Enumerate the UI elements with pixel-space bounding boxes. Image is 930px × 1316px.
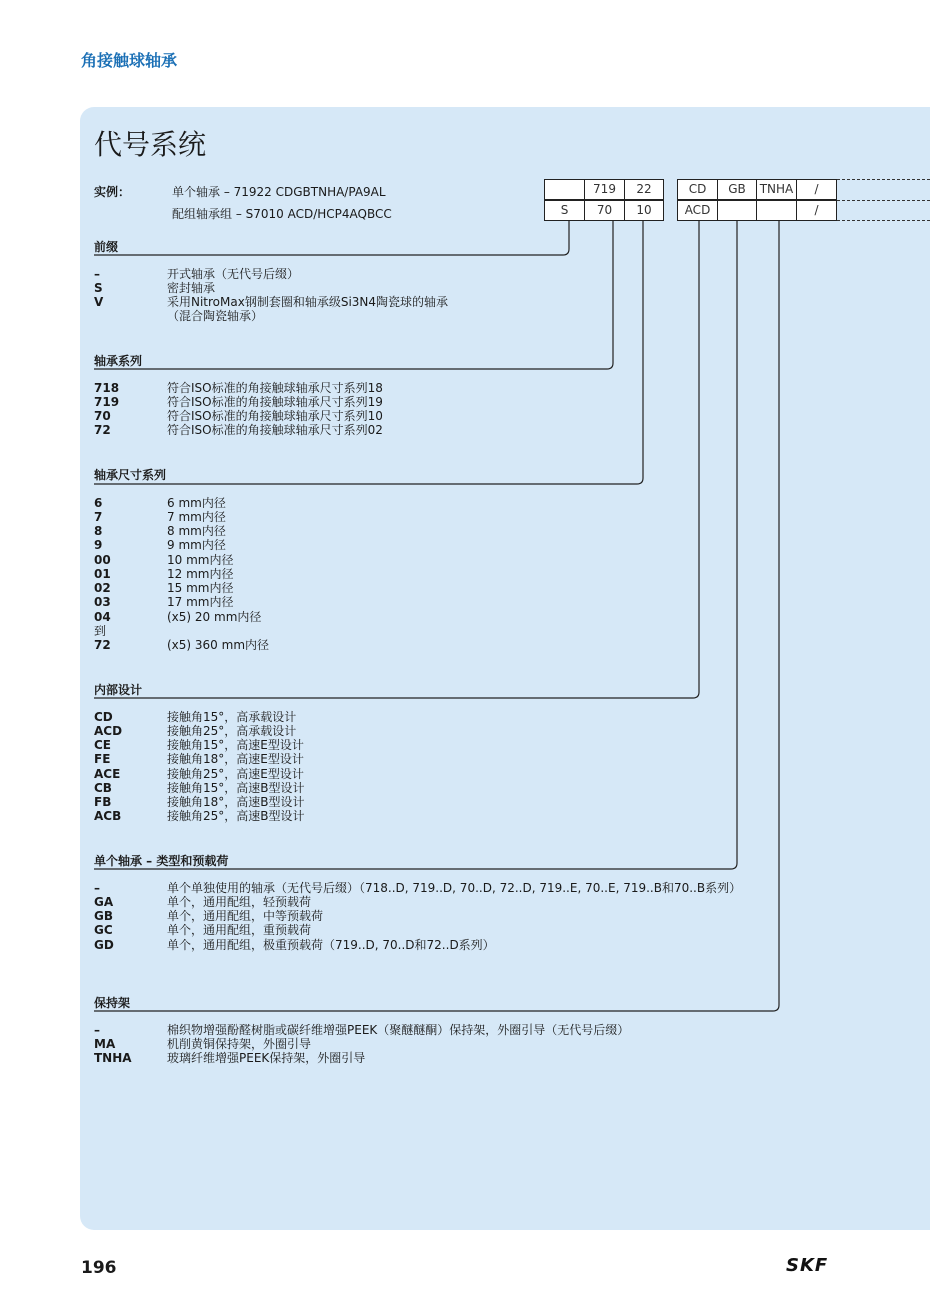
box-r1-design: CD [677, 179, 718, 200]
list-item [94, 581, 854, 596]
item-desc: 符合ISO标准的角接触球轴承尺寸系列18 [167, 381, 383, 395]
item-desc: 6 mm内径 [167, 496, 226, 510]
list-item [94, 496, 854, 511]
item-code: FE [94, 752, 111, 766]
list-item [94, 938, 854, 953]
item-desc: 接触角25°，高速B型设计 [167, 809, 305, 823]
item-desc: 17 mm内径 [167, 595, 234, 609]
item-desc: 机削黄铜保持架，外圈引导 [167, 1037, 312, 1051]
item-code: 719 [94, 395, 120, 409]
item-desc: 接触角25°，高承载设计 [167, 724, 297, 738]
item-code: 03 [94, 595, 111, 609]
item-code: 6 [94, 496, 103, 510]
list-item [94, 309, 854, 324]
box-r1-type: GB [717, 179, 757, 200]
list-item [94, 610, 854, 625]
item-code: – [94, 881, 100, 895]
item-code: ACE [94, 767, 121, 781]
list-item [94, 538, 854, 553]
item-code: – [94, 1023, 100, 1037]
item-code: CB [94, 781, 112, 795]
list-item [94, 1023, 854, 1038]
list-item [94, 881, 854, 896]
item-code: 70 [94, 409, 111, 423]
item-code: 00 [94, 553, 111, 567]
box-r1-cage: TNHA [756, 179, 797, 200]
list-item [94, 724, 854, 739]
box-r2-size: 10 [624, 200, 664, 221]
item-code: 72 [94, 638, 111, 652]
section-header-title: 角接触球轴承 [81, 51, 178, 70]
item-code: – [94, 267, 100, 281]
item-desc: 采用NitroMax钢制套圈和轴承级Si3N4陶瓷球的轴承 [167, 295, 449, 309]
list-item [94, 638, 854, 653]
item-code: S [94, 281, 103, 295]
list-item [94, 510, 854, 525]
item-desc: 符合ISO标准的角接触球轴承尺寸系列19 [167, 395, 383, 409]
example-line-single: 单个轴承 – 71922 CDGBTNHA/PA9AL [172, 185, 386, 199]
list-item [94, 809, 854, 824]
item-code: GB [94, 909, 113, 923]
connector-size [94, 221, 643, 484]
item-code: 9 [94, 538, 103, 552]
page-number: 196 [81, 1258, 117, 1278]
item-code: 04 [94, 610, 111, 624]
list-item [94, 295, 854, 310]
list-item [94, 409, 854, 424]
item-desc: (x5) 20 mm内径 [167, 610, 262, 624]
list-item [94, 752, 854, 767]
item-code: FB [94, 795, 112, 809]
item-desc: 单个，通用配组，轻预载荷 [167, 895, 312, 909]
list-item [94, 381, 854, 396]
list-item [94, 267, 854, 282]
item-code: 到 [94, 624, 107, 638]
item-code: GD [94, 938, 114, 952]
box-r1-size: 22 [624, 179, 664, 200]
item-desc: 玻璃纤维增强PEEK保持架，外圈引导 [167, 1051, 366, 1065]
item-desc: 单个，通用配组，极重预载荷（719..D, 70..D和72..D系列） [167, 938, 495, 952]
example-line-set: 配组轴承组 – S7010 ACD/HCP4AQBCC [172, 207, 392, 221]
item-desc: 密封轴承 [167, 281, 216, 295]
list-item [94, 795, 854, 810]
item-desc: 开式轴承（无代号后缀） [167, 267, 300, 281]
section-title-prefix: 前缀 [94, 240, 119, 254]
box-r2-design: ACD [677, 200, 718, 221]
item-desc: 8 mm内径 [167, 524, 226, 538]
item-desc: 接触角18°，高速E型设计 [167, 752, 304, 766]
list-item [94, 524, 854, 539]
item-desc: 10 mm内径 [167, 553, 234, 567]
item-desc: 棉织物增强酚醛树脂或碳纤维增强PEEK（聚醚醚酮）保持架，外圈引导（无代号后缀） [167, 1023, 630, 1037]
list-item [94, 423, 854, 438]
section-title-design: 内部设计 [94, 683, 143, 697]
box-r1-series: 719 [584, 179, 625, 200]
item-desc: 符合ISO标准的角接触球轴承尺寸系列10 [167, 409, 383, 423]
list-item [94, 624, 854, 639]
item-code: 8 [94, 524, 103, 538]
list-item [94, 767, 854, 782]
section-title-cage: 保持架 [94, 996, 131, 1010]
item-code: CE [94, 738, 112, 752]
list-item [94, 281, 854, 296]
item-desc: 接触角15°，高速B型设计 [167, 781, 305, 795]
item-desc: 符合ISO标准的角接触球轴承尺寸系列02 [167, 423, 383, 437]
item-code: 72 [94, 423, 111, 437]
item-code: ACD [94, 724, 123, 738]
item-code: 01 [94, 567, 111, 581]
list-item [94, 1037, 854, 1052]
section-title-series: 轴承系列 [94, 354, 143, 368]
item-code: TNHA [94, 1051, 132, 1065]
item-code: GA [94, 895, 114, 909]
item-code: ACB [94, 809, 122, 823]
item-code: V [94, 295, 104, 309]
list-item [94, 895, 854, 910]
box-r1-slash: / [796, 179, 837, 200]
page-title: 代号系统 [94, 128, 207, 161]
list-item [94, 738, 854, 753]
section-title-size: 轴承尺寸系列 [94, 468, 167, 482]
box-r2-slash: / [796, 200, 837, 221]
list-item [94, 567, 854, 582]
item-desc: 单个单独使用的轴承（无代号后缀）（718..D, 719..D, 70..D, 72..D, 719..E, 70..E, 719..B和70..B系列） [167, 881, 742, 895]
list-item [94, 909, 854, 924]
list-item [94, 710, 854, 725]
item-code: MA [94, 1037, 116, 1051]
item-code: 7 [94, 510, 103, 524]
box-r2-prefix: S [544, 200, 585, 221]
list-item [94, 781, 854, 796]
item-desc: 15 mm内径 [167, 581, 234, 595]
item-desc: 9 mm内径 [167, 538, 226, 552]
item-desc: 接触角15°，高速E型设计 [167, 738, 304, 752]
section-title-type: 单个轴承 – 类型和预载荷 [94, 854, 229, 868]
box-r2-series: 70 [584, 200, 625, 221]
item-desc: 接触角25°，高速E型设计 [167, 767, 304, 781]
item-desc: （混合陶瓷轴承） [167, 309, 264, 323]
list-item [94, 1051, 854, 1066]
list-item [94, 595, 854, 610]
item-desc: 接触角15°，高承载设计 [167, 710, 297, 724]
item-desc: 12 mm内径 [167, 567, 234, 581]
item-desc: 接触角18°，高速B型设计 [167, 795, 305, 809]
list-item [94, 553, 854, 568]
item-desc: 单个，通用配组，中等预载荷 [167, 909, 324, 923]
item-desc: 单个，通用配组，重预载荷 [167, 923, 312, 937]
list-item [94, 923, 854, 938]
item-desc: 7 mm内径 [167, 510, 226, 524]
list-item [94, 395, 854, 410]
skf-logo: SKF [786, 1255, 829, 1276]
item-code: 718 [94, 381, 120, 395]
item-code: GC [94, 923, 113, 937]
item-code: CD [94, 710, 113, 724]
connector-prefix [94, 221, 569, 255]
example-label: 实例： [94, 185, 131, 199]
item-desc: (x5) 360 mm内径 [167, 638, 270, 652]
item-code: 02 [94, 581, 111, 595]
